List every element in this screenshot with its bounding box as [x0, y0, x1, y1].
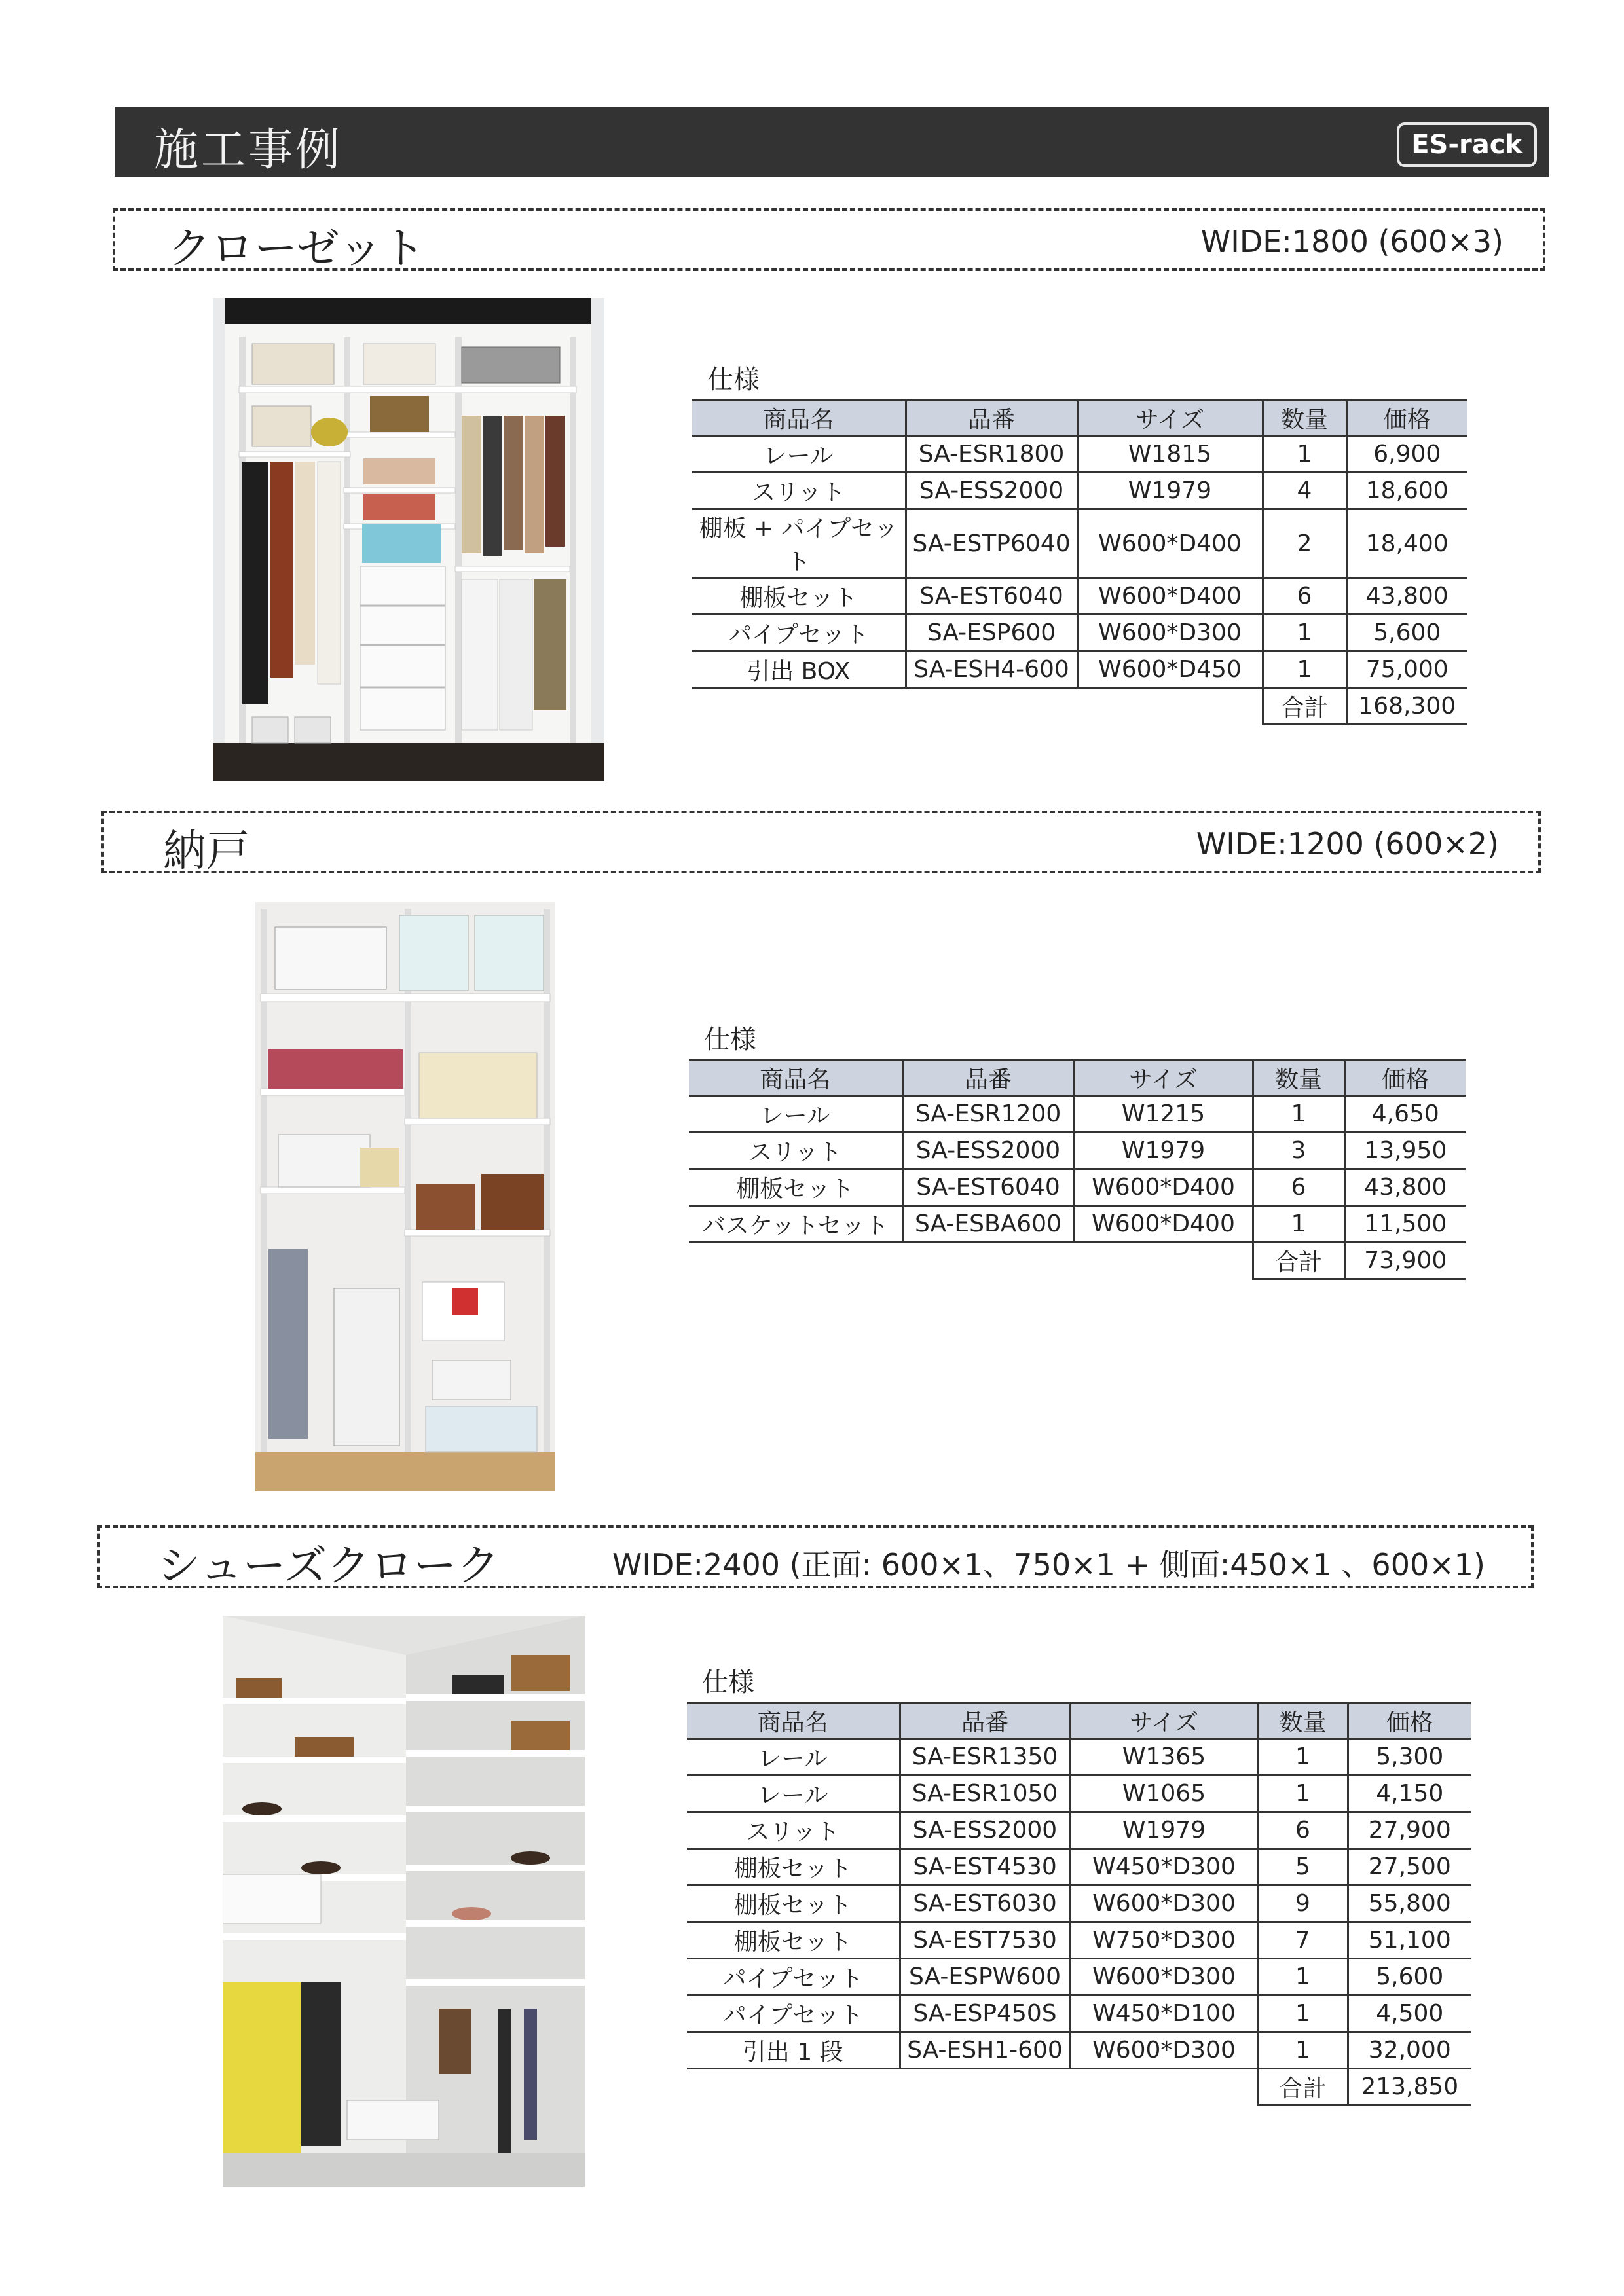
cell-name: スリット: [687, 1812, 900, 1849]
cell-price: 4,650: [1344, 1096, 1466, 1133]
cell-name: 棚板セット: [689, 1169, 902, 1206]
total-value: 213,850: [1348, 2069, 1471, 2105]
spec-table-storage: [689, 1059, 1466, 1280]
total-row: [692, 688, 1467, 725]
cell-name: 棚板セット: [687, 1922, 900, 1959]
cell-price: 55,800: [1348, 1886, 1471, 1922]
cell-name: レール: [687, 1739, 900, 1776]
cell-size: W600*D300: [1070, 1886, 1258, 1922]
cell-name: 棚板セット: [687, 1849, 900, 1886]
col-header: 価格: [1344, 1061, 1466, 1096]
table-row: [687, 1849, 1471, 1886]
cell-code: SA-EST6030: [900, 1886, 1070, 1922]
total-row: [687, 2069, 1471, 2105]
cell-name: 棚板セット: [692, 578, 906, 615]
section-wide: WIDE:1800 (600×3): [1200, 224, 1504, 259]
page-title: 施工事例: [154, 124, 343, 176]
cell-code: SA-ESH1-600: [900, 2032, 1070, 2069]
section-closet-header: [113, 208, 1545, 274]
cell-name: 引出 BOX: [692, 651, 906, 688]
table-row: [689, 1096, 1466, 1133]
cell-qty: 1: [1263, 436, 1346, 473]
cell-code: SA-EST6040: [902, 1169, 1074, 1206]
cell-code: SA-EST4530: [900, 1849, 1070, 1886]
table-row: [687, 2032, 1471, 2069]
cell-name: パイプセット: [687, 1959, 900, 1995]
cell-code: SA-ESP450S: [900, 1995, 1070, 2032]
cell-name: レール: [689, 1096, 902, 1133]
total-label: 合計: [1253, 1243, 1344, 1279]
cell-price: 6,900: [1346, 436, 1467, 473]
col-header: 商品名: [692, 401, 906, 436]
cell-qty: 4: [1263, 473, 1346, 509]
cell-size: W1979: [1077, 473, 1263, 509]
cell-code: SA-ESR1800: [906, 436, 1077, 473]
cell-size: W600*D400: [1077, 509, 1263, 578]
cell-size: W600*D400: [1074, 1206, 1253, 1243]
cell-qty: 6: [1263, 578, 1346, 615]
table-row: [687, 1922, 1471, 1959]
col-header: 価格: [1346, 401, 1467, 436]
col-header: 商品名: [689, 1061, 902, 1096]
table-row: [687, 1776, 1471, 1812]
cell-size: W600*D300: [1077, 615, 1263, 651]
cell-code: SA-ESR1200: [902, 1096, 1074, 1133]
brand-logo: ES-rack: [1397, 122, 1537, 167]
table-header-row: [687, 1704, 1471, 1739]
cell-size: W1065: [1070, 1776, 1258, 1812]
total-value: 168,300: [1346, 688, 1467, 725]
cell-price: 5,600: [1346, 615, 1467, 651]
cell-qty: 1: [1253, 1206, 1344, 1243]
cell-size: W450*D300: [1070, 1849, 1258, 1886]
cell-qty: 3: [1253, 1133, 1344, 1169]
cell-qty: 1: [1258, 1995, 1348, 2032]
cell-size: W450*D100: [1070, 1995, 1258, 2032]
cell-price: 18,400: [1346, 509, 1467, 578]
cell-price: 43,800: [1346, 578, 1467, 615]
col-header: 商品名: [687, 1704, 900, 1739]
col-header: サイズ: [1074, 1061, 1253, 1096]
blank-cell: [689, 1243, 1253, 1279]
shoe-closet-photo: [223, 1616, 585, 2187]
cell-code: SA-EST6040: [906, 578, 1077, 615]
cell-price: 51,100: [1348, 1922, 1471, 1959]
cell-code: SA-ESS2000: [906, 473, 1077, 509]
cell-size: W1815: [1077, 436, 1263, 473]
spec-label: 仕様: [707, 365, 760, 395]
cell-code: SA-ESS2000: [900, 1812, 1070, 1849]
table-row: [687, 1959, 1471, 1995]
total-label: 合計: [1263, 688, 1346, 725]
col-header: 価格: [1348, 1704, 1471, 1739]
cell-size: W1979: [1070, 1812, 1258, 1849]
cell-code: SA-ESP600: [906, 615, 1077, 651]
cell-qty: 1: [1258, 1959, 1348, 1995]
col-header: 品番: [906, 401, 1077, 436]
cell-qty: 1: [1263, 615, 1346, 651]
spec-table-closet: [692, 399, 1467, 725]
col-header: 品番: [902, 1061, 1074, 1096]
table-header-row: [689, 1061, 1466, 1096]
col-header: 数量: [1258, 1704, 1348, 1739]
table-row: [692, 436, 1467, 473]
cell-size: W600*D300: [1070, 2032, 1258, 2069]
table-row: [689, 1133, 1466, 1169]
table-header-row: [692, 401, 1467, 436]
cell-qty: 1: [1253, 1096, 1344, 1133]
total-value: 73,900: [1344, 1243, 1466, 1279]
section-shoe-header: [97, 1525, 1534, 1591]
cell-name: スリット: [692, 473, 906, 509]
cell-qty: 7: [1258, 1922, 1348, 1959]
cell-price: 11,500: [1344, 1206, 1466, 1243]
cell-size: W1215: [1074, 1096, 1253, 1133]
spec-table-shoe-closet: [687, 1702, 1471, 2106]
cell-name: パイプセット: [687, 1995, 900, 2032]
table-row: [692, 578, 1467, 615]
cell-qty: 1: [1263, 651, 1346, 688]
cell-price: 32,000: [1348, 2032, 1471, 2069]
table-row: [687, 1886, 1471, 1922]
cell-name: スリット: [689, 1133, 902, 1169]
cell-code: SA-ESBA600: [902, 1206, 1074, 1243]
cell-size: W1365: [1070, 1739, 1258, 1776]
cell-code: SA-ESPW600: [900, 1959, 1070, 1995]
cell-name: 引出 1 段: [687, 2032, 900, 2069]
cell-price: 4,150: [1348, 1776, 1471, 1812]
spec-label: 仕様: [704, 1025, 756, 1055]
cell-price: 4,500: [1348, 1995, 1471, 2032]
cell-price: 27,500: [1348, 1849, 1471, 1886]
cell-size: W600*D300: [1070, 1959, 1258, 1995]
table-row: [687, 1812, 1471, 1849]
cell-price: 43,800: [1344, 1169, 1466, 1206]
col-header: サイズ: [1070, 1704, 1258, 1739]
section-title: 納戸: [163, 826, 249, 876]
cell-size: W1979: [1074, 1133, 1253, 1169]
total-label: 合計: [1258, 2069, 1348, 2105]
section-title: クローゼット: [168, 223, 426, 274]
cell-code: SA-ESR1350: [900, 1739, 1070, 1776]
closet-photo: [213, 298, 604, 781]
table-row: [692, 509, 1467, 578]
table-row: [692, 615, 1467, 651]
section-wide: WIDE:1200 (600×2): [1196, 826, 1499, 862]
cell-code: SA-ESH4-600: [906, 651, 1077, 688]
page-header: [115, 107, 1549, 177]
cell-name: 棚板セット: [687, 1886, 900, 1922]
cell-price: 5,300: [1348, 1739, 1471, 1776]
total-row: [689, 1243, 1466, 1279]
table-row: [692, 473, 1467, 509]
cell-qty: 9: [1258, 1886, 1348, 1922]
table-row: [689, 1169, 1466, 1206]
cell-code: SA-ESR1050: [900, 1776, 1070, 1812]
cell-price: 5,600: [1348, 1959, 1471, 1995]
table-row: [687, 1739, 1471, 1776]
col-header: 数量: [1253, 1061, 1344, 1096]
cell-name: 棚板 + パイプセット: [692, 509, 906, 578]
col-header: サイズ: [1077, 401, 1263, 436]
cell-size: W600*D400: [1077, 578, 1263, 615]
cell-name: レール: [687, 1776, 900, 1812]
storage-photo: [255, 902, 555, 1491]
cell-name: レール: [692, 436, 906, 473]
cell-qty: 1: [1258, 1776, 1348, 1812]
cell-size: W600*D450: [1077, 651, 1263, 688]
cell-price: 27,900: [1348, 1812, 1471, 1849]
cell-name: バスケットセット: [689, 1206, 902, 1243]
col-header: 品番: [900, 1704, 1070, 1739]
table-row: [687, 1995, 1471, 2032]
table-row: [692, 651, 1467, 688]
cell-name: パイプセット: [692, 615, 906, 651]
section-wide: WIDE:2400 (正面: 600×1、750×1 + 側面:450×1 、600×1): [612, 1547, 1485, 1582]
blank-cell: [687, 2069, 1258, 2105]
section-title: シューズクローク: [157, 1540, 500, 1591]
cell-code: SA-ESS2000: [902, 1133, 1074, 1169]
cell-size: W750*D300: [1070, 1922, 1258, 1959]
cell-code: SA-ESTP6040: [906, 509, 1077, 578]
cell-qty: 2: [1263, 509, 1346, 578]
cell-price: 75,000: [1346, 651, 1467, 688]
table-row: [689, 1206, 1466, 1243]
cell-price: 18,600: [1346, 473, 1467, 509]
cell-price: 13,950: [1344, 1133, 1466, 1169]
cell-qty: 1: [1258, 2032, 1348, 2069]
cell-qty: 1: [1258, 1739, 1348, 1776]
cell-code: SA-EST7530: [900, 1922, 1070, 1959]
cell-qty: 6: [1253, 1169, 1344, 1206]
cell-qty: 6: [1258, 1812, 1348, 1849]
col-header: 数量: [1263, 401, 1346, 436]
cell-qty: 5: [1258, 1849, 1348, 1886]
cell-size: W600*D400: [1074, 1169, 1253, 1206]
spec-label: 仕様: [702, 1667, 754, 1698]
blank-cell: [692, 688, 1263, 725]
section-storage-header: [101, 811, 1541, 876]
